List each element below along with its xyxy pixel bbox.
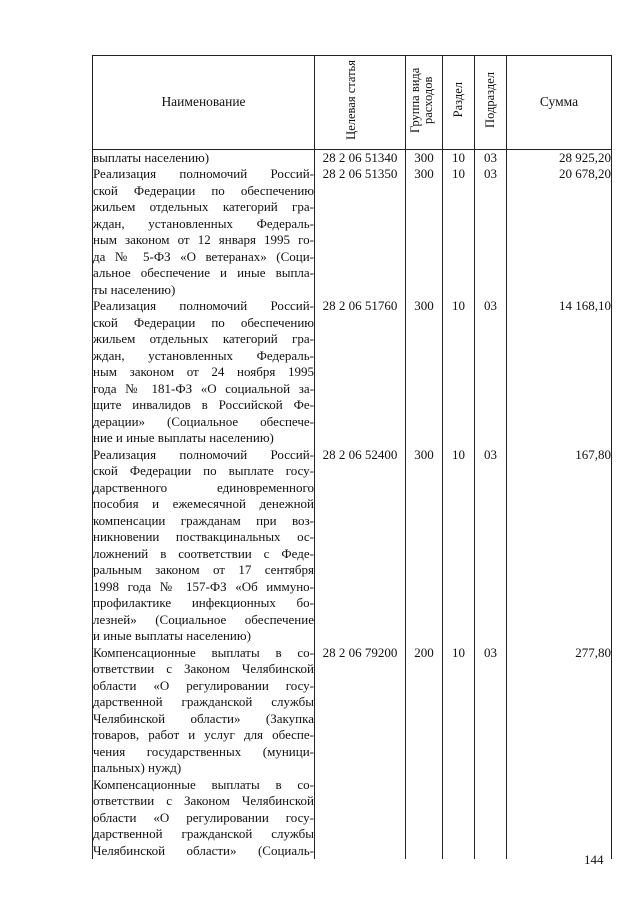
row-name-line: Челябинской области» (Закупка bbox=[93, 710, 314, 726]
row-name-line: жильем отдельных категорий гра- bbox=[93, 199, 314, 214]
row-name-line: ждан, установленных Федераль- bbox=[93, 347, 314, 363]
table-row bbox=[93, 166, 612, 298]
row-name-line: Компенсационные выплаты в со- bbox=[93, 776, 314, 792]
row-expense-group: 300 bbox=[406, 149, 443, 166]
table-row bbox=[93, 777, 612, 860]
row-section: 10 bbox=[443, 166, 475, 298]
header-group: Группа вида расходов bbox=[406, 56, 443, 150]
table-row bbox=[93, 149, 612, 166]
row-expense-group: 200 bbox=[406, 645, 443, 777]
row-name-line: щите инвалидов в Российской Фе- bbox=[93, 397, 314, 412]
row-section: 10 bbox=[443, 298, 475, 447]
row-subsection bbox=[475, 777, 507, 860]
row-expense-group: 300 bbox=[406, 166, 443, 298]
row-name-cell bbox=[93, 166, 315, 298]
row-name-line: жильем отдельных категорий гра- bbox=[93, 331, 314, 346]
table-row bbox=[93, 645, 612, 777]
row-target-code: 28 2 06 52400 bbox=[315, 447, 406, 645]
row-name-line: дарственной гражданской службы bbox=[93, 694, 314, 709]
row-name-line: ждан, установленных Федераль- bbox=[93, 215, 314, 231]
row-name-line: ответствии с Законом Челябинской bbox=[93, 661, 314, 676]
row-subsection: 03 bbox=[475, 645, 507, 777]
row-name-line: ты населению) bbox=[93, 281, 176, 297]
header-section: Раздел bbox=[443, 56, 475, 150]
row-name-line: Компенсационные выплаты в со- bbox=[93, 644, 314, 660]
row-name-line: года № 181-ФЗ «О социальной за- bbox=[93, 380, 314, 396]
row-sum: 277,80 bbox=[507, 645, 612, 777]
table-body bbox=[93, 149, 612, 859]
row-name-line: ответствии с Законом Челябинской bbox=[93, 793, 314, 808]
row-name-cell bbox=[93, 777, 315, 860]
row-name-line: альное обеспечение и иные выпла- bbox=[93, 265, 314, 280]
table-row bbox=[93, 298, 612, 447]
row-name-line: да № 5-ФЗ «О ветеранах» (Соци- bbox=[93, 248, 314, 264]
header-name: Наименование bbox=[93, 56, 315, 150]
budget-table bbox=[92, 55, 612, 859]
table-header-row bbox=[93, 56, 612, 150]
row-name-line: ложнений в соответствии с Феде- bbox=[93, 545, 314, 561]
header-sum: Сумма bbox=[507, 56, 612, 150]
row-section: 10 bbox=[443, 447, 475, 645]
row-name-line: никновении поствакцинальных ос- bbox=[93, 529, 314, 544]
row-name-line: ской Федерации по обеспечению bbox=[93, 314, 314, 330]
row-sum: 14 168,10 bbox=[507, 298, 612, 447]
header-subsection: Подраздел bbox=[475, 56, 507, 150]
row-name-line: пособия и ежемесячной денежной bbox=[93, 496, 314, 511]
header-target: Целевая статья bbox=[315, 56, 406, 150]
row-target-code: 28 2 06 79200 bbox=[315, 645, 406, 777]
row-name-line: дарственной гражданской службы bbox=[93, 826, 314, 841]
row-name-line: выплаты населению) bbox=[93, 149, 210, 165]
row-name-line: ской Федерации по выплате госу- bbox=[93, 463, 314, 478]
row-name-line: профилактике инфекционных бо- bbox=[93, 595, 314, 610]
row-name-line: области «О регулировании госу- bbox=[93, 809, 314, 825]
row-name-line: ральным законом от 17 сентября bbox=[93, 562, 314, 577]
row-target-code: 28 2 06 51760 bbox=[315, 298, 406, 447]
row-name-cell bbox=[93, 149, 315, 166]
row-name-cell bbox=[93, 447, 315, 645]
row-name-line: товаров, работ и услуг для обеспе- bbox=[93, 727, 314, 742]
row-name-line: ской Федерации по обеспечению bbox=[93, 182, 314, 198]
row-name-line: 1998 года № 157-ФЗ «Об иммуно- bbox=[93, 578, 314, 594]
row-sum: 167,80 bbox=[507, 447, 612, 645]
row-name-line: чения государственных (муници- bbox=[93, 743, 314, 759]
row-name-line: ным законом от 24 ноября 1995 bbox=[93, 364, 314, 379]
row-sum: 20 678,20 bbox=[507, 166, 612, 298]
row-name-cell bbox=[93, 645, 315, 777]
row-target-code: 28 2 06 51340 bbox=[315, 149, 406, 166]
row-target-code bbox=[315, 777, 406, 860]
row-name-line: Реализация полномочий Россий- bbox=[93, 446, 314, 462]
row-name-line: дарственного единовременного bbox=[93, 479, 314, 495]
row-name-line: Челябинской области» (Социаль- bbox=[93, 842, 314, 858]
row-sum bbox=[507, 777, 612, 860]
row-section: 10 bbox=[443, 149, 475, 166]
row-subsection: 03 bbox=[475, 149, 507, 166]
row-name-line: области «О регулировании госу- bbox=[93, 677, 314, 693]
row-section: 10 bbox=[443, 645, 475, 777]
row-name-line: лезней» (Социальное обеспечение bbox=[93, 611, 314, 627]
row-name-line: ние и иные выплаты населению) bbox=[93, 430, 274, 445]
row-target-code: 28 2 06 51350 bbox=[315, 166, 406, 298]
table-row bbox=[93, 447, 612, 645]
row-sum: 28 925,20 bbox=[507, 149, 612, 166]
row-name-line: и иные выплаты населению) bbox=[93, 628, 251, 643]
row-name-line: дерации» (Социальное обеспече- bbox=[93, 413, 314, 429]
row-name-cell bbox=[93, 298, 315, 447]
row-section bbox=[443, 777, 475, 860]
row-expense-group: 300 bbox=[406, 447, 443, 645]
row-subsection: 03 bbox=[475, 166, 507, 298]
row-name-line: Реализация полномочий Россий- bbox=[93, 166, 314, 181]
row-name-line: Реализация полномочий Россий- bbox=[93, 298, 314, 313]
row-subsection: 03 bbox=[475, 447, 507, 645]
row-name-line: компенсации гражданам при воз- bbox=[93, 512, 314, 528]
row-name-line: ным законом от 12 января 1995 го- bbox=[93, 232, 314, 247]
row-name-line: пальных) нужд) bbox=[93, 760, 182, 775]
row-expense-group: 300 bbox=[406, 298, 443, 447]
row-expense-group bbox=[406, 777, 443, 860]
row-subsection: 03 bbox=[475, 298, 507, 447]
page-number: 144 bbox=[584, 852, 604, 867]
